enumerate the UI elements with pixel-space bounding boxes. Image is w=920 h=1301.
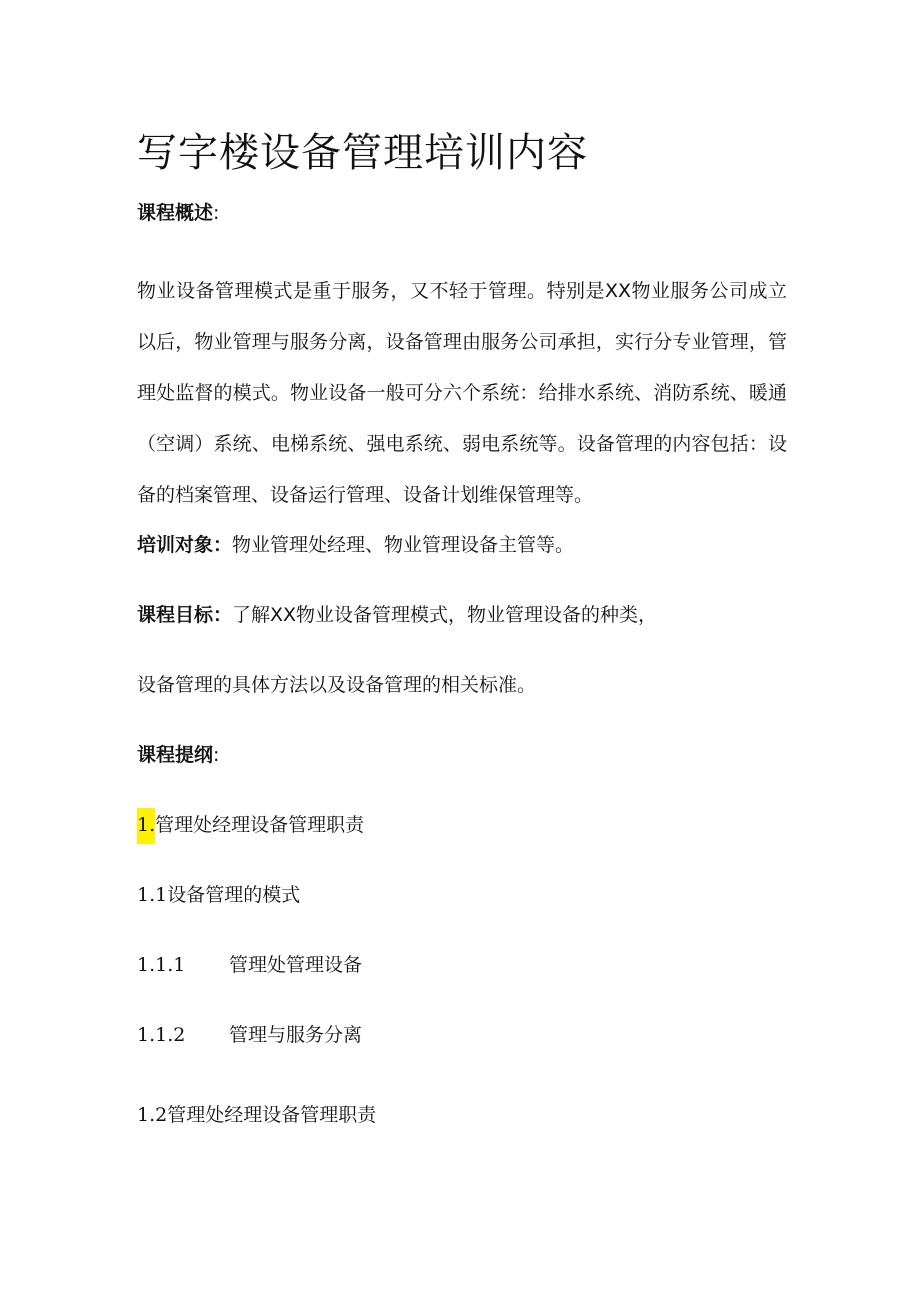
- outline-item: [137, 1021, 362, 1049]
- outline-item-number-highlighted: 1.: [137, 808, 155, 844]
- objective-line: [137, 601, 657, 629]
- outline-item: [137, 881, 300, 909]
- outline-item-text: 管理处经理设备管理职责: [167, 1104, 377, 1126]
- outline-item-text: 管理处经理设备管理职责: [155, 814, 365, 836]
- audience-text: 物业管理处经理、物业管理设备主管等。: [232, 534, 575, 556]
- outline-label: 课程提纲: [137, 744, 214, 766]
- outline-item-text: 管理处管理设备: [229, 954, 363, 976]
- overview-paragraph: 物业设备管理模式是重于服务，又不轻于管理。特别是XX物业服务公司成立以后，物业管理与服务分离，设备管理由服务公司承担，实行分专业管理，管理处监督的模式。物业设备一般可分六个系统：给排水系统、消防系统、暖通（空调）系统、电梯系统、强电系统、弱电系统等。设备管理的内容包括：设备的档案管理、设备运行管理、设备计划维保管理等。: [137, 280, 787, 506]
- outline-item-number: 1.2: [137, 1104, 168, 1126]
- outline-colon: :: [213, 744, 220, 766]
- objective-label: 课程目标：: [137, 604, 233, 626]
- outline-item-number: 1.1.1: [137, 954, 186, 976]
- audience-label: 培训对象：: [137, 534, 233, 556]
- objective-text: 了解XX物业设备管理模式，物业管理设备的种类，: [232, 604, 658, 626]
- objective-continuation: 设备管理的具体方法以及设备管理的相关标准。: [137, 674, 537, 696]
- outline-heading: [137, 741, 219, 769]
- outline-item-number: 1.1.2: [137, 1024, 186, 1046]
- overview-label: 课程概述: [137, 202, 214, 224]
- overview-colon: :: [213, 202, 220, 224]
- outline-item-number: 1.1: [137, 884, 168, 906]
- outline-item-text: 管理与服务分离: [229, 1024, 363, 1046]
- document-title: 写字楼设备管理培训内容: [137, 130, 588, 176]
- outline-item-text: 设备管理的模式: [167, 884, 301, 906]
- outline-item: [137, 1101, 376, 1129]
- outline-item: [137, 951, 362, 979]
- outline-item: [137, 811, 364, 839]
- overview-heading: [137, 199, 219, 227]
- audience-line: [137, 531, 574, 559]
